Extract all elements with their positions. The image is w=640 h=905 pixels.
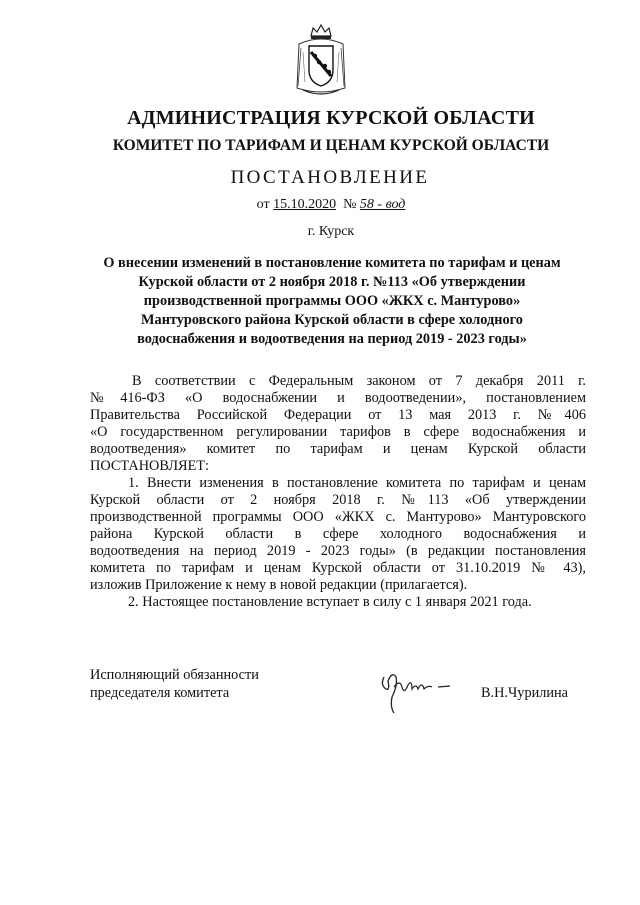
body-line: комитета по тарифам и ценам Курской области от 31.10.2019 № 43), <box>90 560 586 576</box>
body-line: Правительства Российской Федерации от 13 мая 2013 г. №406 <box>90 407 586 423</box>
title-line: производственной программы ООО «ЖКХ с. Мантурово» <box>143 293 521 309</box>
paragraph-item-2 <box>90 594 586 611</box>
body-line: В соответствии с Федеральным законом от 7 декабря 2011 г. <box>132 373 586 389</box>
document-body <box>90 373 586 611</box>
title-line: Курской области от 2 ноября 2018 г. №113 «Об утверждении <box>138 274 526 290</box>
body-line: 1. Внести изменения в постановление комитета по тарифам и ценам <box>128 475 586 491</box>
position-line: Исполняющий обязанности <box>90 667 259 683</box>
body-line: 2. Настоящее постановление вступает в силу с 1 января 2021 года. <box>128 594 532 610</box>
committee-heading: КОМИТЕТ ПО ТАРИФАМ И ЦЕНАМ КУРСКОЙ ОБЛАСТИ <box>112 137 550 154</box>
date-number-line <box>0 197 640 213</box>
coat-of-arms-icon <box>289 22 353 98</box>
number-prefix: № <box>343 197 357 212</box>
body-line: изложив Приложение к нему в новой редакции (прилагается). <box>90 577 468 593</box>
date-prefix: от <box>256 197 270 212</box>
document-title <box>78 254 586 349</box>
signatory-position <box>90 666 259 702</box>
body-line: «О государственном регулировании тарифов в сфере водоснабжения и <box>90 424 586 440</box>
body-line: ПОСТАНОВЛЯЕТ: <box>90 458 210 474</box>
body-line: Курской области от 2 ноября 2018 г. №113 «Об утверждении <box>90 492 586 508</box>
document-number: 58 - вод <box>359 197 406 212</box>
paragraph-preamble <box>90 373 586 475</box>
paragraph-item-1 <box>90 475 586 594</box>
body-line: №416-ФЗ «О водоснабжении и водоотведении», постановлением <box>90 390 586 406</box>
signatory-name: В.Н.Чурилина <box>481 685 569 701</box>
body-line: водоотведения» комитет по тарифам и ценам Курской области <box>90 441 586 457</box>
body-line: района Курской области в сфере холодного водоснабжения и <box>90 526 586 542</box>
document-type: ПОСТАНОВЛЕНИЕ <box>230 167 430 188</box>
city: г. Курск <box>307 224 355 239</box>
administration-heading: АДМИНИСТРАЦИЯ КУРСКОЙ ОБЛАСТИ <box>127 107 535 129</box>
body-line: производственной программы ООО «ЖКХ с. Мантурово» Мантуровского <box>90 509 586 525</box>
title-line: Мантуровского района Курской области в сфере холодного <box>141 312 523 328</box>
handwritten-signature <box>376 667 456 717</box>
title-line: водоснабжения и водоотведения на период 2019 - 2023 годы» <box>137 331 527 347</box>
body-line: водоотведения на период 2019 - 2023 годы» (в редакции постановления <box>90 543 586 559</box>
document-date: 15.10.2020 <box>273 197 337 212</box>
title-line: О внесении изменений в постановление комитета по тарифам и ценам <box>103 255 561 271</box>
position-line: председателя комитета <box>90 685 230 701</box>
